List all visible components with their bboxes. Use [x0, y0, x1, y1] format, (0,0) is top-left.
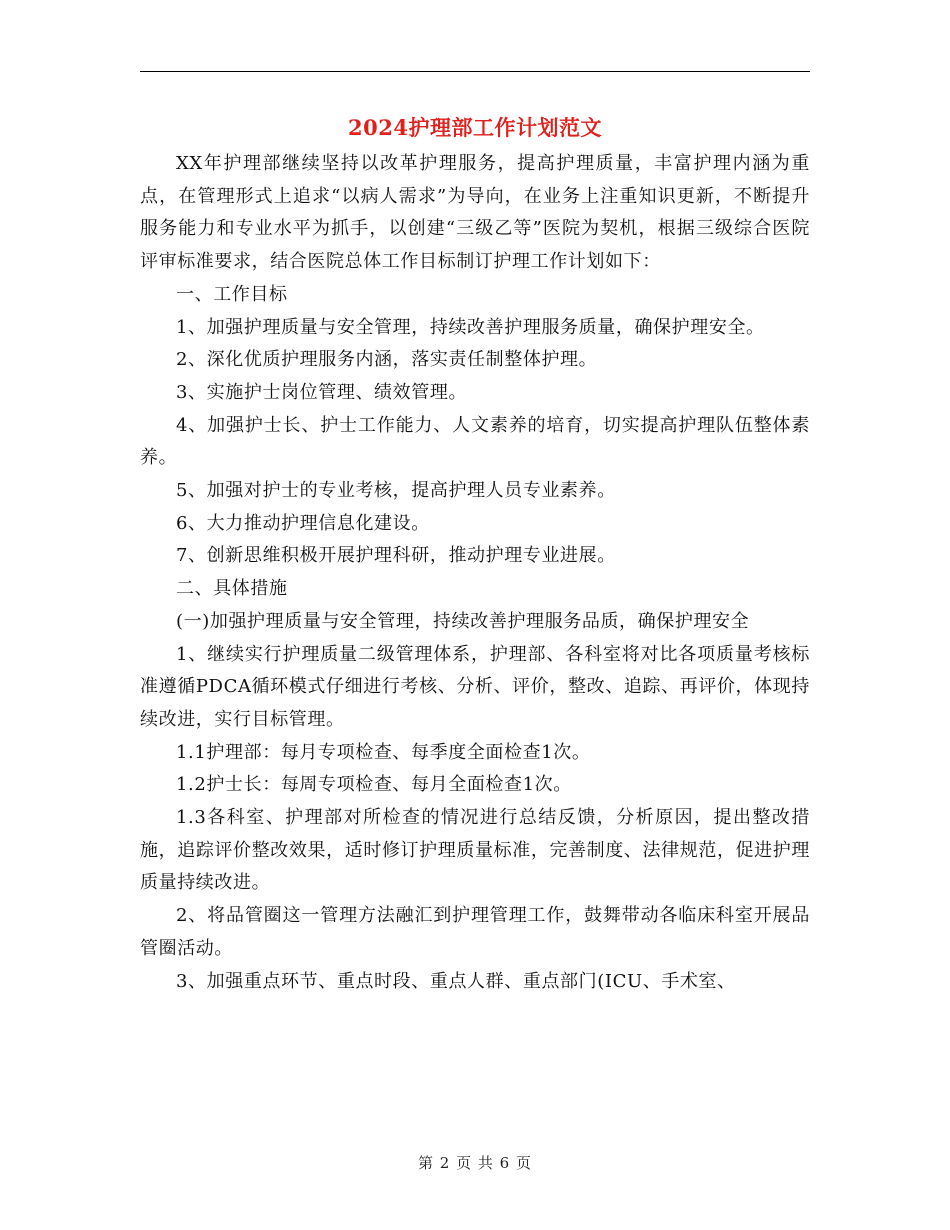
measure-item-3: 3、加强重点环节、重点时段、重点人群、重点部门(ICU、手术室、 — [176, 970, 736, 992]
heading-work-goals: 一、工作目标 — [176, 283, 288, 305]
paragraph-intro: XX年护理部继续坚持以改革护理服务，提高护理质量，丰富护理内涵为重点，在管理形式上追求“以病人需求”为导向，在业务上注重知识更新，不断提升服务能力和专业水平为抓手，以创建“三级乙等”医院为契机，根据三级综合医院评审标准要求，结合医院总体工作目标制订护理工作计划如下： — [140, 153, 810, 273]
measure-item-1-2: 1.2护士长：每周专项检查、每月全面检查1次。 — [176, 774, 572, 796]
measure-item-1: 1、继续实行护理质量二级管理体系，护理部、各科室将对比各项质量考核标准遵循PDCA循环模式仔细进行考核、分析、评价，整改、追踪、再评价，体现持续改进，实行目标管理。 — [140, 643, 810, 730]
page-footer: 第 2 页 共 6 页 — [418, 1154, 532, 1172]
measure-item-1-3: 1.3各科室、护理部对所检查的情况进行总结反馈，分析原因，提出整改措施，追踪评价整改效果，适时修订护理质量标准，完善制度、法律规范，促进护理质量持续改进。 — [140, 807, 810, 894]
subheading-quality-safety: (一)加强护理质量与安全管理，持续改善护理服务品质，确保护理安全 — [176, 610, 750, 632]
goal-item-1: 1、加强护理质量与安全管理，持续改善护理服务质量，确保护理安全。 — [176, 316, 765, 338]
goal-item-2: 2、深化优质护理服务内涵，落实责任制整体护理。 — [176, 349, 598, 371]
goal-item-6: 6、大力推动护理信息化建设。 — [176, 512, 430, 534]
heading-measures: 二、具体措施 — [176, 578, 288, 600]
goal-item-4: 4、加强护士长、护士工作能力、人文素养的培育，切实提高护理队伍整体素养。 — [140, 414, 810, 469]
measure-item-2: 2、将品管圈这一管理方法融汇到护理管理工作，鼓舞带动各临床科室开展品管圈活动。 — [140, 905, 810, 959]
goal-item-5: 5、加强对护士的专业考核，提高护理人员专业素养。 — [176, 480, 616, 502]
header-rule — [140, 71, 810, 72]
goal-item-7: 7、创新思维积极开展护理科研，推动护理专业进展。 — [176, 545, 616, 567]
document-body — [140, 148, 810, 998]
document-title: 2024护理部工作计划范文 — [348, 115, 602, 140]
goal-item-3: 3、实施护士岗位管理、绩效管理。 — [176, 381, 468, 403]
measure-item-1-1: 1.1护理部：每月专项检查、每季度全面检查1次。 — [176, 741, 591, 763]
